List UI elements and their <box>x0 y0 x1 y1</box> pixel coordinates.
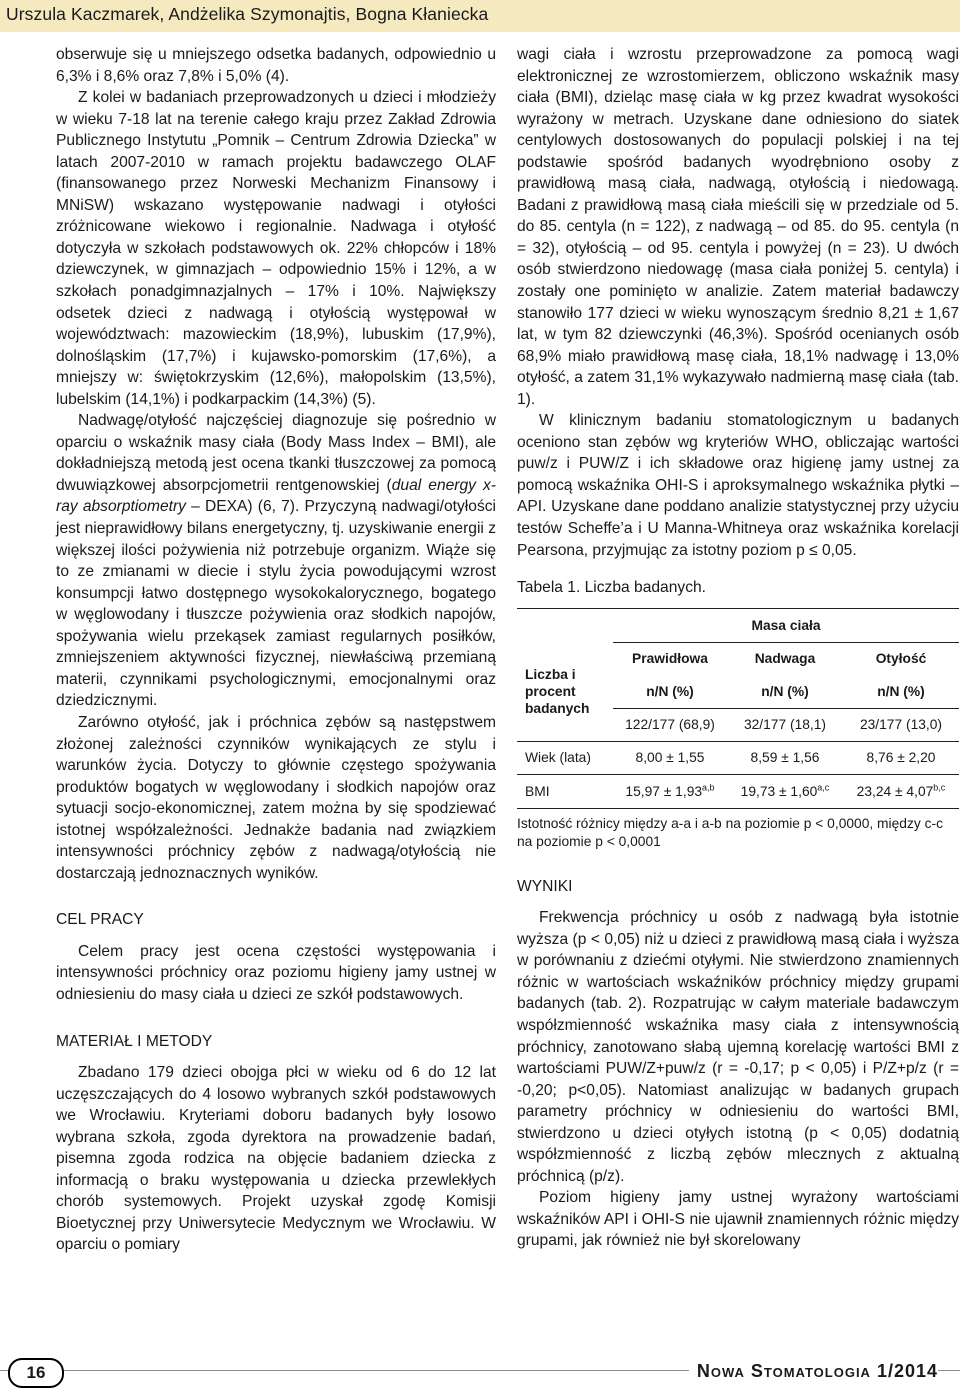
row-label-bmi: BMI <box>525 783 550 799</box>
header-authors: Urszula Kaczmarek, Andżelika Szymonajtis, Bogna Kłaniecka <box>6 4 489 24</box>
paragraph: wagi ciała i wzrostu przeprowadzone za pomocą wagi elektronicznej ze wzrostomierzem, obliczono wskaźnik masy ciała (BMI), dzieląc masę ciała w kg przez kwadrat wysokości wyrażony w metrach. Uzyskane dane odniesiono do siatek centylowych dostosowanych do populacji polskiej i na tej podstawie spośród badanych wyodrębniono osoby z prawidłową masą ciała, nadwagą, otyłością i niedowagą. Badani z prawidłową masą ciała mieścili się w przedziale od 5. do 85. centyla (n = 122), z nadwagą – od 85. do 95. centyla (n = 32), otyłością – od 95. centyla i powyżej (n = 23). U dwóch osób stwierdzono niedowagę (masa ciała poniżej 5. centyla) i zostały one pominięto w analizie. Zatem materiał badawczy stanowiło 177 dzieci w wieku wynoszącym średnio 8,21 ± 1,67 lat, w tym 82 dziewczynki (46,3%). Spośród ocenianych osób 68,9% miało prawidłową masę ciała, 18,1% nadwagę i 13,0% otyłość, a zatem 31,1% wykazywało nadmierną masę ciała (tab. 1). <box>517 46 959 408</box>
table-cell: 122/177 (68,9) <box>625 717 715 733</box>
journal-name: Nowa Stomatologia 1/2014 <box>689 1361 938 1382</box>
table-cell: 32/177 (18,1) <box>743 717 827 733</box>
table-cell <box>613 774 727 808</box>
unit-header: n/N (%) <box>646 683 694 699</box>
col-header-otylosc: Otyłość <box>875 651 927 667</box>
table-note: Istotność różnicy między a-a i a-b na poziomie p < 0,0000, między c-c na poziomie p < 0,0001 <box>517 815 943 849</box>
significance-marker: a,c <box>817 782 830 793</box>
paragraph: Zarówno otyłość, jak i próchnica zębów są następstwem złożonej zależności czynników wynikających ze stylu i warunków życia. Dotyczy to głównie częstego spożywania produktów bogatych w węglowodany i słodkich napojów oraz sytuacji socjo-ekonomicznej, zatem można by się spodziewać istotnej współzależności. Jednakże badania nad związkiem intensywności próchnicy zębów z nadwagą/otyłością nie dostarczają jednoznacznych wyników. <box>56 713 496 882</box>
table-cell: 8,76 ± 2,20 <box>866 750 936 766</box>
table-liczba-badanych <box>517 608 959 809</box>
paragraph: W klinicznym badaniu stomatologicznym u badanych oceniono stan zębów wg kryteriów WHO, obliczając wartości puw/z i PUW/Z i ich składowe oraz higienę jamy ustnej za pomocą wskaźnika OHI-S i aproksymalnego wskaźnika płytki – API. Uzyskane dane poddano analizie statystycznej przy użyciu testów Scheffe’a i U Manna-Whitneya oraz wskaźnika korelacji Pearsona, przyjmując za istotny poziom p ≤ 0,05. <box>517 412 959 559</box>
italic-term: dual energy x-ray absorptiometry <box>56 476 496 516</box>
left-column <box>56 44 496 1256</box>
significance-marker: a,b <box>702 782 715 793</box>
unit-header: n/N (%) <box>877 683 925 699</box>
row-header: Liczba i procent badanych <box>517 642 613 741</box>
running-header <box>0 0 960 32</box>
paragraph: Zbadano 179 dzieci obojga płci w wieku od 6 do 12 lat uczęszczających do 4 losowo wybranych szkół podstawowych we Wrocławiu. Kryteriami doboru badanych były losowo wybrana szkoła, zgoda dyrektora na prowadzenie badań, pisemna zgoda rodzica na objęcie badaniem dziecka z informacją o braku występowania u dziecka przewlekłych chorób systemowych. Projekt uzyskał zgodę Komisji Bioetycznej przy Uniwersytecie Medycznym we Wrocławiu. W oparciu o pomiary <box>56 1064 496 1254</box>
unit-header: n/N (%) <box>761 683 809 699</box>
paragraph <box>56 410 496 712</box>
table-caption: Tabela 1. Liczba badanych. <box>517 579 706 597</box>
table-cell: 8,00 ± 1,55 <box>635 750 705 766</box>
section-heading-material: MATERIAŁ I METODY <box>56 1032 213 1050</box>
col-header-nadwaga: Nadwaga <box>754 651 816 667</box>
paragraph: Poziom higieny jamy ustnej wyrażony wartościami wskaźników API i OHI-S nie ujawnił znamiennych różnic między grupami, jak również nie był skorelowany <box>517 1189 959 1250</box>
right-column <box>517 44 959 1252</box>
paragraph: obserwuje się u mniejszego odsetka badanych, odpowiednio u 6,3% i 8,6% oraz 7,8% i 5,0% (4). <box>56 46 496 85</box>
table-cell <box>843 774 959 808</box>
group-header: Masa ciała <box>613 608 959 642</box>
bmi-value: 23,24 ± 4,07 <box>856 783 934 799</box>
bmi-value: 19,73 ± 1,60 <box>740 783 818 799</box>
section-heading-cel: CEL PRACY <box>56 911 144 929</box>
bmi-value: 15,97 ± 1,93 <box>625 783 703 799</box>
col-header-prawidlowa: Prawidłowa <box>632 651 708 667</box>
table-cell <box>727 774 843 808</box>
paragraph: Frekwencja próchnicy u osób z nadwagą była istotnie wyższa (p < 0,05) niż u dzieci z prawidłową masą ciała i wyższa w porównaniu z dziećmi otyłymi. Nie stwierdzono znamiennych różnic w wartościach wskaźników próchnicy między grupami badanych (tab. 2). Rozpatrując w całym materiale badawczym współzmienność wskaźnika masy ciała z intensywnością próchnicy, zanotowano słabą ujemną korelację wartości BMI z wartościami PUW/Z+puw/z (r = -0,17; p < 0,05) i P/Z+p/z (r = -0,20; p<0,05). Natomiast analizując w badanych grupach parametry próchnicy w odniesieniu do wartości BMI, stwierdzono u dzieci otyłych istotną (p < 0,05) dodatnią współzmienność z liczbą zębów mlecznych z aktualną próchnicą (p/z). <box>517 909 959 1185</box>
paragraph-text: – DEXA) (6, 7). Przyczyną nadwagi/otyłości jest nieprawidłowy bilans energetyczny, tj. uzyskiwanie energii z większej ilości pożywienia niż potrzebuje organizm. Wiąże się to ze zmianami w diecie i stylu życia powodującymi wzrost konsumpcji łatwo dostępnego wysokokalorycznego, bogatego w węglowodany i tłuszcze pożywienia oraz słodkich napojów, spożywania wielu przekąsek zamiast regularnych posiłków, zmniejszeniem aktywności fizycznej, niewłaściwą przemianą materii, czynnikami psychologicznymi, emocjonalnymi oraz dziedzicznymi. <box>56 498 497 710</box>
significance-marker: b,c <box>933 782 946 793</box>
table-cell: 23/177 (13,0) <box>859 717 943 733</box>
paragraph: Celem pracy jest ocena częstości występowania i intensywności próchnicy oraz poziomu higieny jamy ustnej w odniesieniu do masy ciała u dzieci ze szkół podstawowych. <box>56 942 496 1003</box>
paragraph: Z kolei w badaniach przeprowadzonych u dzieci i młodzieży w wieku 7-18 lat na terenie całego kraju przez Zakład Zdrowia Publicznego Instytutu „Pomnik – Centrum Zdrowia Dziecka” w latach 2007-2010 w ramach projektu badawczego OLAF (finansowanego przez Norweski Mechanizm Finansowy i MNiSW) wskazano występowanie nadwagi i otyłości zróżnicowane wiekowo i regionalnie. Nadwaga i otyłość dotyczyła w szkołach podstawowych ok. 22% chłopców i 18% dziewczynek, w gimnazjach – odpowiednio 15% i 12%, a w szkołach ponadgimnazjalnych – 17% i 10%. Największy odsetek dzieci z nadwagą i otyłością występował w województwach: mazowieckim (18,9%), lubuskim (17,9%), dolnośląskim (17,7%) i kujawsko-pomorskim (17,6%), a mniejszy w: świętokrzyskim (12,6%), małopolskim (13,5%), lubelskim (14,1%) i podkarpackim (14,3%) (5). <box>56 89 496 408</box>
row-label-age: Wiek (lata) <box>525 750 591 766</box>
paragraph-text: Nadwagę/otyłość najczęściej diagnozuje się pośrednio w oparciu o wskaźnik masy ciała (Body Mass Index – BMI), ale dokładniejszą metodą jest ocena tkanki tłuszczowej za pomocą dwuwiązkowej absorpcjometrii rentgenowskiej ( <box>56 412 496 494</box>
page-number: 16 <box>8 1358 64 1388</box>
table-cell: 8,59 ± 1,56 <box>750 750 820 766</box>
section-heading-wyniki: WYNIKI <box>517 877 573 895</box>
